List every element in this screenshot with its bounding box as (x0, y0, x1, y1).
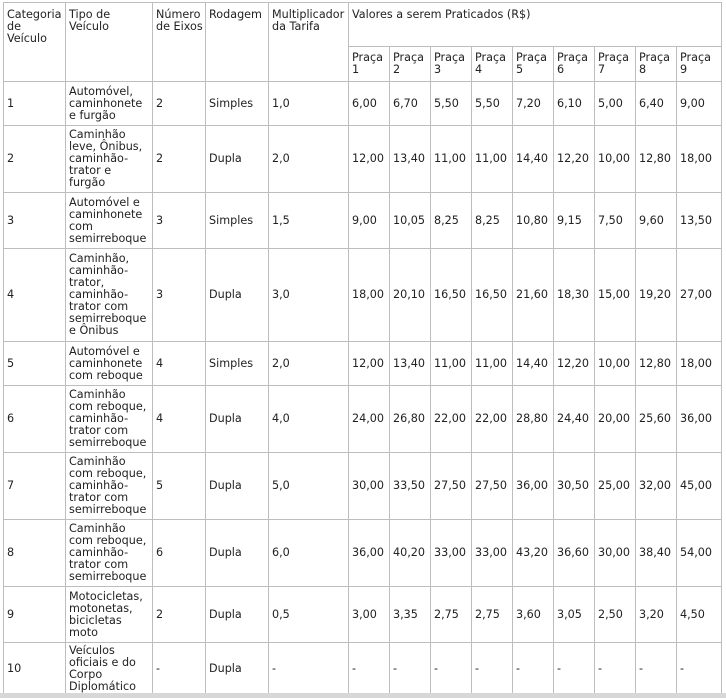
cell-categoria: 10 (4, 643, 66, 696)
cell-valor: 13,40 (390, 126, 431, 193)
table-row (4, 520, 722, 587)
cell-valor: 33,00 (472, 520, 513, 587)
cell-valor: 2,75 (472, 587, 513, 643)
header-categoria: Categoria de Veículo (4, 3, 66, 82)
header-multiplicador: Multiplicador da Tarifa (269, 3, 349, 82)
cell-valor: 9,00 (349, 193, 390, 249)
header-praca: Praça 9 (677, 47, 722, 82)
cell-valor: 12,20 (554, 126, 595, 193)
cell-valor: 30,00 (595, 520, 636, 587)
header-praca: Praça 6 (554, 47, 595, 82)
cell-valor: 14,40 (513, 342, 554, 386)
cell-tipo: Caminhão com reboque, caminhão-trator com semirreboque (66, 520, 153, 587)
cell-valor: 27,00 (677, 249, 722, 342)
cell-valor: 9,00 (677, 82, 722, 126)
cell-valor: 13,40 (390, 342, 431, 386)
cell-categoria: 3 (4, 193, 66, 249)
cell-rodagem: Simples (206, 82, 269, 126)
header-row-main (4, 3, 722, 47)
cell-multiplicador: 4,0 (269, 386, 349, 453)
cell-eixos: 4 (153, 342, 206, 386)
cell-rodagem: Dupla (206, 386, 269, 453)
toll-rates-table (3, 2, 722, 696)
toll-table-container (3, 2, 722, 696)
cell-tipo: Automóvel e caminhonete com semirreboque (66, 193, 153, 249)
cell-valor: 27,50 (431, 453, 472, 520)
cell-categoria: 8 (4, 520, 66, 587)
cell-multiplicador: 1,0 (269, 82, 349, 126)
cell-valor: 16,50 (431, 249, 472, 342)
cell-tipo: Caminhão leve, Ônibus, caminhão-trator e furgão (66, 126, 153, 193)
cell-valor: - (390, 643, 431, 696)
cell-eixos: 2 (153, 126, 206, 193)
cell-valor: 30,00 (349, 453, 390, 520)
cell-valor: 36,00 (677, 386, 722, 453)
cell-valor: 18,00 (349, 249, 390, 342)
header-praca: Praça 1 (349, 47, 390, 82)
header-tipo: Tipo de Veículo (66, 3, 153, 82)
cell-valor: 10,05 (390, 193, 431, 249)
cell-valor: - (595, 643, 636, 696)
cell-valor: 12,00 (349, 126, 390, 193)
cell-valor: 18,00 (677, 342, 722, 386)
cell-rodagem: Dupla (206, 520, 269, 587)
cell-valor: 8,25 (431, 193, 472, 249)
header-praca: Praça 2 (390, 47, 431, 82)
cell-valor: - (677, 643, 722, 696)
cell-valor: 21,60 (513, 249, 554, 342)
cell-valor: - (554, 643, 595, 696)
cell-valor: 12,00 (349, 342, 390, 386)
cell-multiplicador: 2,0 (269, 126, 349, 193)
cell-multiplicador: 2,0 (269, 342, 349, 386)
cell-valor: 24,00 (349, 386, 390, 453)
cell-valor: 10,80 (513, 193, 554, 249)
header-praca: Praça 4 (472, 47, 513, 82)
header-rodagem: Rodagem (206, 3, 269, 82)
cell-eixos: 2 (153, 587, 206, 643)
cell-multiplicador: 5,0 (269, 453, 349, 520)
cell-valor: 13,50 (677, 193, 722, 249)
cell-multiplicador: 0,5 (269, 587, 349, 643)
cell-categoria: 7 (4, 453, 66, 520)
cell-valor: 30,50 (554, 453, 595, 520)
cell-tipo: Motocicletas, motonetas, bicicletas moto (66, 587, 153, 643)
cell-valor: 43,20 (513, 520, 554, 587)
cell-valor: - (349, 643, 390, 696)
cell-valor: 6,10 (554, 82, 595, 126)
cell-tipo: Caminhão com reboque, caminhão-trator com semirreboque (66, 453, 153, 520)
cell-categoria: 5 (4, 342, 66, 386)
cell-valor: 5,50 (431, 82, 472, 126)
cell-rodagem: Dupla (206, 453, 269, 520)
cell-rodagem: Simples (206, 342, 269, 386)
cell-rodagem: Dupla (206, 587, 269, 643)
cell-rodagem: Dupla (206, 126, 269, 193)
cell-valor: 11,00 (431, 342, 472, 386)
cell-tipo: Automóvel, caminhonete e furgão (66, 82, 153, 126)
cell-valor: 3,05 (554, 587, 595, 643)
cell-valor: 22,00 (472, 386, 513, 453)
cell-valor: 22,00 (431, 386, 472, 453)
cell-valor: 2,50 (595, 587, 636, 643)
cell-valor: - (513, 643, 554, 696)
cell-valor: 11,00 (472, 126, 513, 193)
cell-valor: 25,60 (636, 386, 677, 453)
cell-valor: 15,00 (595, 249, 636, 342)
cell-valor: 36,00 (349, 520, 390, 587)
table-row (4, 386, 722, 453)
cell-eixos: 2 (153, 82, 206, 126)
cell-valor: 8,25 (472, 193, 513, 249)
cell-valor: 11,00 (431, 126, 472, 193)
cell-valor: 2,75 (431, 587, 472, 643)
table-body (4, 82, 722, 696)
table-row (4, 126, 722, 193)
cell-valor: 14,40 (513, 126, 554, 193)
cell-categoria: 2 (4, 126, 66, 193)
cell-tipo: Caminhão, caminhão-trator, caminhão-trator com semirreboque e Ônibus (66, 249, 153, 342)
cell-valor: - (431, 643, 472, 696)
cell-eixos: 3 (153, 193, 206, 249)
cell-valor: 3,60 (513, 587, 554, 643)
cell-eixos: - (153, 643, 206, 696)
cell-valor: 5,00 (595, 82, 636, 126)
cell-valor: 27,50 (472, 453, 513, 520)
cell-rodagem: Simples (206, 193, 269, 249)
cell-valor: 33,00 (431, 520, 472, 587)
cell-valor: 3,35 (390, 587, 431, 643)
table-row (4, 249, 722, 342)
cell-valor: 10,00 (595, 126, 636, 193)
cell-valor: 9,60 (636, 193, 677, 249)
cell-rodagem: Dupla (206, 643, 269, 696)
cell-valor: 4,50 (677, 587, 722, 643)
cell-valor: 3,00 (349, 587, 390, 643)
cell-valor: 12,80 (636, 342, 677, 386)
cell-valor: 20,10 (390, 249, 431, 342)
cell-valor: 12,20 (554, 342, 595, 386)
cell-valor: 54,00 (677, 520, 722, 587)
header-praca: Praça 3 (431, 47, 472, 82)
table-row (4, 342, 722, 386)
cell-valor: 10,00 (595, 342, 636, 386)
cell-valor: 45,00 (677, 453, 722, 520)
cell-rodagem: Dupla (206, 249, 269, 342)
cell-eixos: 5 (153, 453, 206, 520)
cell-categoria: 6 (4, 386, 66, 453)
cell-valor: 5,50 (472, 82, 513, 126)
cell-valor: 18,30 (554, 249, 595, 342)
cell-valor: 24,40 (554, 386, 595, 453)
cell-categoria: 9 (4, 587, 66, 643)
header-praca: Praça 8 (636, 47, 677, 82)
cell-eixos: 3 (153, 249, 206, 342)
cell-tipo: Veículos oficiais e do Corpo Diplomático (66, 643, 153, 696)
header-valores: Valores a serem Praticados (R$) (349, 3, 722, 47)
header-eixos: Número de Eixos (153, 3, 206, 82)
table-row (4, 587, 722, 643)
cell-valor: 36,00 (513, 453, 554, 520)
cell-valor: 33,50 (390, 453, 431, 520)
cell-valor: 11,00 (472, 342, 513, 386)
cell-valor: 36,60 (554, 520, 595, 587)
cell-eixos: 4 (153, 386, 206, 453)
cell-valor: 7,50 (595, 193, 636, 249)
cell-valor: 25,00 (595, 453, 636, 520)
cell-eixos: 6 (153, 520, 206, 587)
table-row (4, 193, 722, 249)
table-row (4, 643, 722, 696)
cell-valor: - (472, 643, 513, 696)
table-row (4, 82, 722, 126)
cell-valor: 7,20 (513, 82, 554, 126)
cell-valor: 6,40 (636, 82, 677, 126)
cell-multiplicador: 1,5 (269, 193, 349, 249)
cell-valor: 20,00 (595, 386, 636, 453)
cell-valor: 3,20 (636, 587, 677, 643)
header-praca: Praça 5 (513, 47, 554, 82)
cell-tipo: Caminhão com reboque, caminhão-trator com semirreboque (66, 386, 153, 453)
table-row (4, 453, 722, 520)
bottom-scroll-edge (0, 693, 726, 698)
cell-multiplicador: - (269, 643, 349, 696)
cell-multiplicador: 6,0 (269, 520, 349, 587)
cell-valor: 40,20 (390, 520, 431, 587)
cell-valor: 19,20 (636, 249, 677, 342)
cell-valor: 18,00 (677, 126, 722, 193)
cell-valor: 12,80 (636, 126, 677, 193)
cell-valor: 9,15 (554, 193, 595, 249)
header-praca: Praça 7 (595, 47, 636, 82)
cell-valor: 26,80 (390, 386, 431, 453)
cell-valor: 6,00 (349, 82, 390, 126)
cell-categoria: 1 (4, 82, 66, 126)
cell-valor: 28,80 (513, 386, 554, 453)
cell-multiplicador: 3,0 (269, 249, 349, 342)
cell-valor: 6,70 (390, 82, 431, 126)
cell-categoria: 4 (4, 249, 66, 342)
cell-tipo: Automóvel e caminhonete com reboque (66, 342, 153, 386)
cell-valor: 32,00 (636, 453, 677, 520)
cell-valor: 38,40 (636, 520, 677, 587)
cell-valor: - (636, 643, 677, 696)
cell-valor: 16,50 (472, 249, 513, 342)
